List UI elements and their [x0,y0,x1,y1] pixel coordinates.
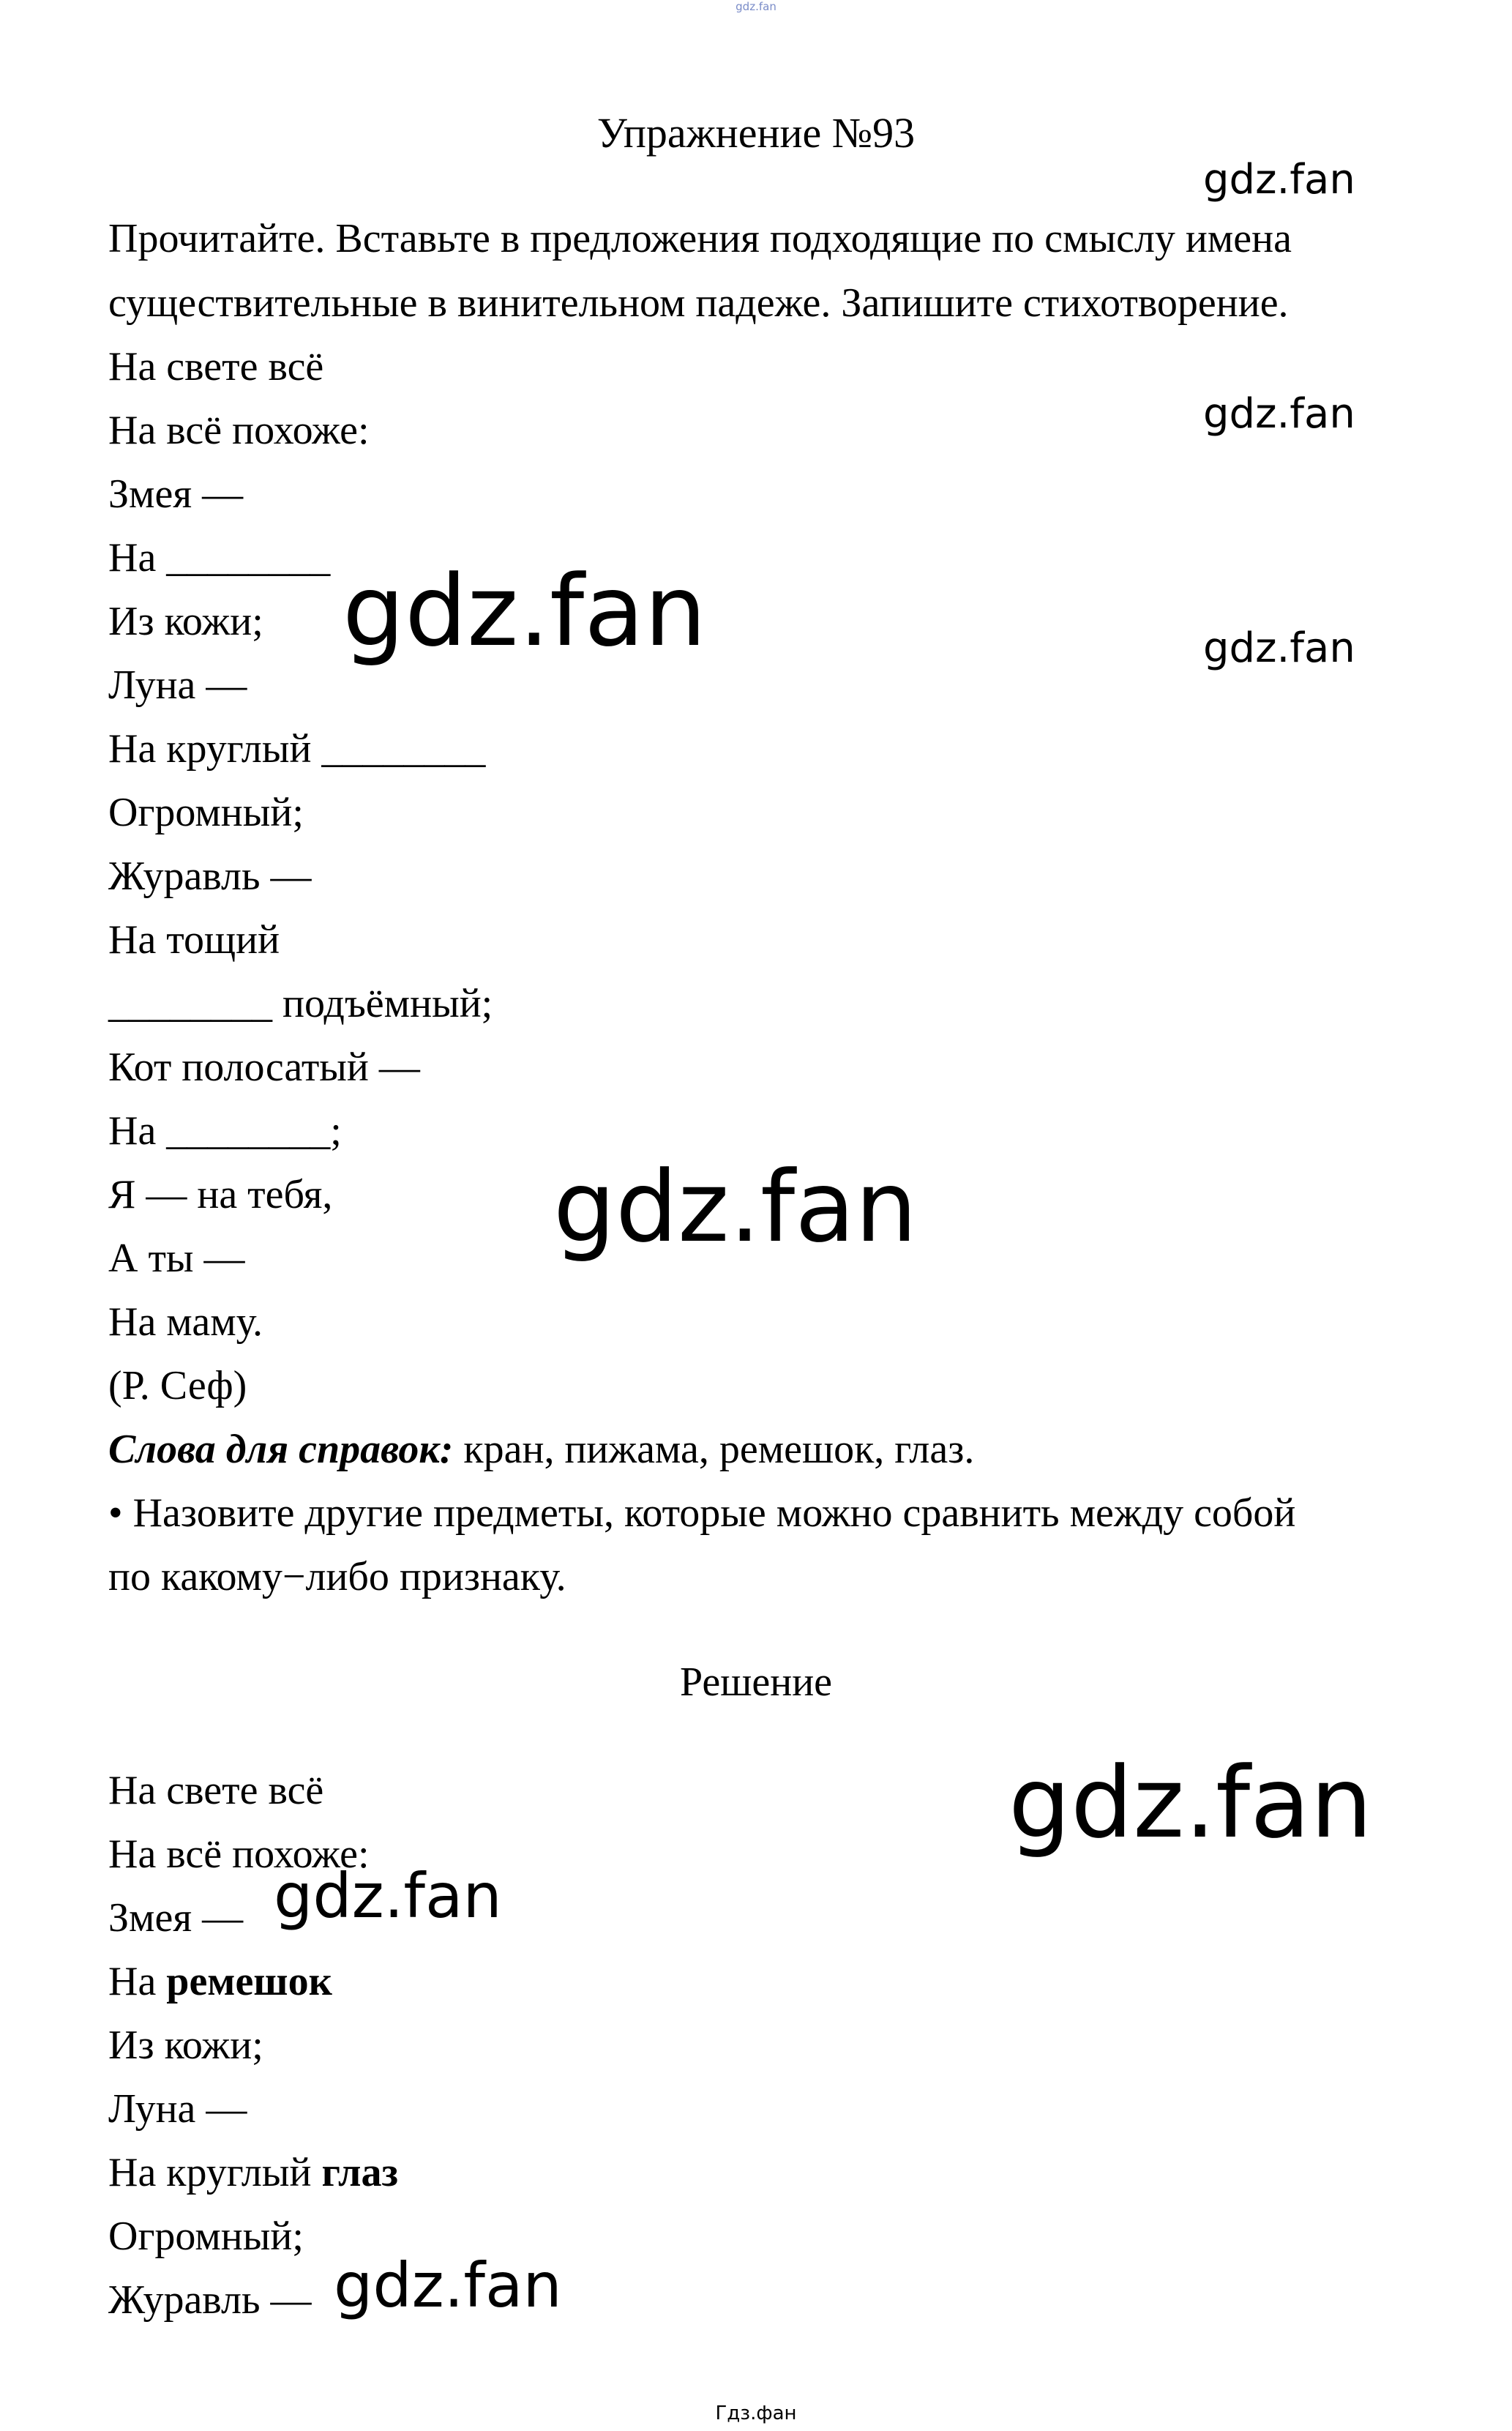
poem-line: А ты — [108,1236,245,1281]
watermark: gdz.fan [1203,390,1355,438]
poem-line: Из кожи; [108,599,263,644]
watermark: gdz.fan [334,2249,562,2321]
poem-line: Кот полосатый — [108,1045,420,1090]
poem-line: Луна — [108,662,247,708]
reference-list: кран, пижама, ремешок, глаз. [453,1427,975,1472]
answer-word: ремешок [166,1959,332,2004]
poem-author: (Р. Сеф) [108,1363,247,1408]
solution-line: На всё похоже: [108,1831,370,1877]
solution-line: Змея — [108,1895,244,1941]
watermark: gdz.fan [343,554,707,668]
poem-line: ________ подъёмный; [108,981,493,1026]
top-watermark: gdz.fan [736,0,776,13]
poem-line: Змея — [108,471,244,517]
poem-line: Журавль — [108,854,312,899]
poem-line: На маму. [108,1299,263,1345]
watermark: gdz.fan [1203,156,1355,203]
solution-line: На круглый глаз [108,2150,398,2195]
watermark: gdz.fan [274,1860,502,1932]
footer-mark: Гдз.фан [715,2402,797,2424]
solution-line: Луна — [108,2086,247,2132]
solution-heading: Решение [679,1659,833,1705]
poem-line: Огромный; [108,790,304,835]
solution-line: Из кожи; [108,2023,263,2068]
solution-line: Огромный; [108,2214,304,2259]
task-line: Прочитайте. Вставьте в предложения подходящие по смыслу имена [108,216,1292,261]
exercise-title: Упражнение №93 [596,109,916,157]
reference-label: Слова для справок: [108,1427,454,1472]
question-line: • Назовите другие предметы, которые можно сравнить между собой [108,1490,1296,1536]
watermark: gdz.fan [1008,1746,1373,1860]
poem-line: Я — на тебя, [108,1172,333,1217]
task-line: существительные в винительном падеже. Запишите стихотворение. [108,280,1289,326]
poem-line: На всё похоже: [108,408,370,453]
poem-line: На ________ [108,535,331,580]
answer-word: глаз [321,2150,398,2195]
solution-line: Журавль — [108,2277,312,2323]
question-line: по какому−либо признаку. [108,1554,566,1599]
poem-line: На ________; [108,1108,342,1154]
watermark: gdz.fan [553,1150,918,1264]
poem-line: На тощий [108,917,280,963]
watermark: gdz.fan [1203,624,1355,672]
solution-line: На свете всё [108,1768,324,1813]
poem-line: На свете всё [108,344,324,389]
reference-words [108,1429,974,1470]
solution-line: На ремешок [108,1959,332,2004]
poem-line: На круглый ________ [108,726,486,772]
